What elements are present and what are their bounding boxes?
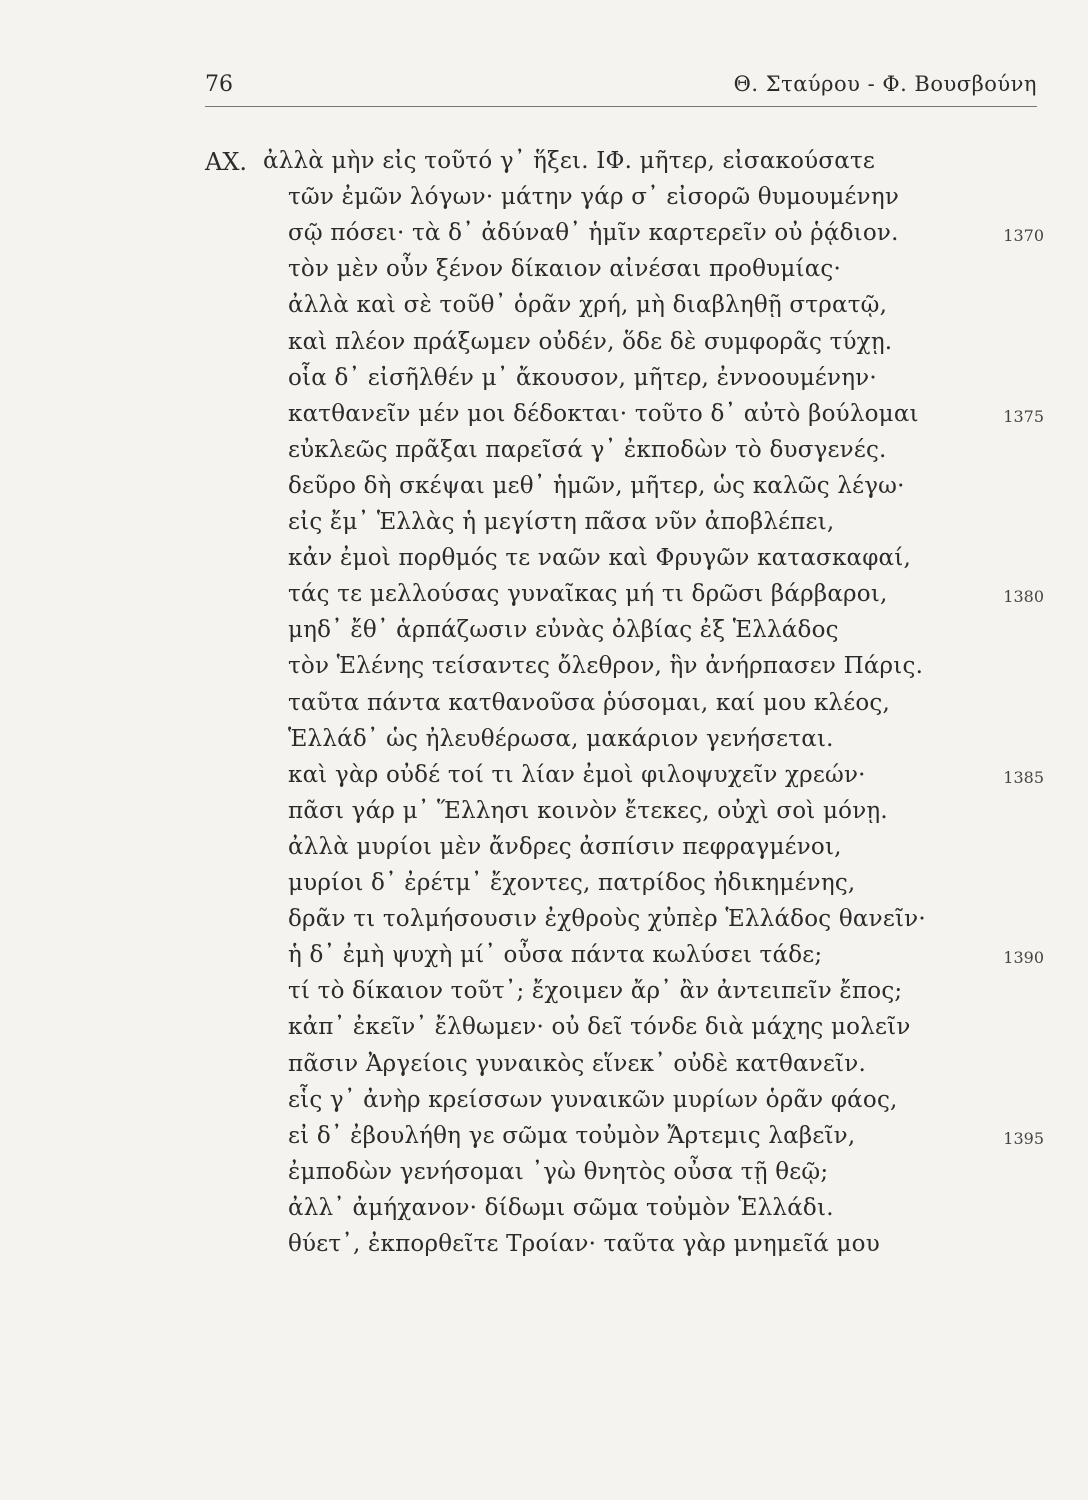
verse-text: ἐμποδὼν γενήσομαι ᾿γὼ θνητὸς οὖσα τῇ θεῷ; [288, 1158, 829, 1185]
running-head: Θ. Σταύρου - Φ. Βουσβούνη [733, 72, 1037, 96]
verse-line [0, 545, 1088, 585]
verse-text: κατθανεῖν μέν μοι δέδοκται· τοῦτο δ᾿ αὐτὸ βούλομαι [288, 400, 919, 427]
verse-text: τὸν Ἑλένης τείσαντες ὄλεθρον, ἣν ἀνήρπασεν Πάρις. [288, 653, 924, 680]
verse-text: θύετ᾿, ἐκπορθεῖτε Τροίαν· ταῦτα γὰρ μνημεῖά μου [288, 1231, 880, 1257]
verse-line [0, 220, 1088, 260]
verse-line [0, 184, 1088, 224]
verse-line [0, 292, 1088, 332]
verse-line [0, 148, 1088, 188]
verse-text: σῷ πόσει· τὰ δ᾿ ἀδύναθ᾿ ἡμῖν καρτερεῖν οὐ ῥᾴδιον. [288, 220, 899, 247]
verse-line [0, 617, 1088, 657]
verse-text: εἰ δ᾿ ἐβουλήθη γε σῶμα τοὐμὸν Ἄρτεμις λαβεῖν, [288, 1122, 856, 1149]
verse-line [0, 942, 1088, 982]
verse-line [0, 1123, 1088, 1163]
line-number: 1380 [1003, 587, 1044, 607]
verse-line [0, 906, 1088, 946]
verse-line [0, 1051, 1088, 1091]
verse-text: εὐκλεῶς πρᾶξαι παρεῖσά γ᾿ ἐκποδὼν τὸ δυσγενές. [288, 436, 887, 463]
verse-text: ἀλλὰ καὶ σὲ τοῦθ᾿ ὁρᾶν χρή, μὴ διαβληθῇ στρατῷ, [288, 292, 888, 319]
verse-line [0, 870, 1088, 910]
verse-text: ἡ δ᾿ ἐμὴ ψυχὴ μί᾿ οὖσα πάντα κωλύσει τάδε; [288, 942, 823, 969]
verse-line [0, 762, 1088, 802]
verse-text: τάς τε μελλούσας γυναῖκας μή τι δρῶσι βάρβαροι, [288, 581, 888, 608]
verse-line [0, 437, 1088, 477]
verse-line [0, 690, 1088, 730]
verse-line [0, 834, 1088, 874]
verse-text: Ἑλλάδ᾿ ὡς ἠλευθέρωσα, μακάριον γενήσεται. [288, 725, 834, 752]
verse-line [0, 1231, 1088, 1271]
page-number: 76 [205, 72, 233, 97]
verse-line [0, 256, 1088, 296]
verse-line [0, 581, 1088, 621]
verse-text: ἀλλὰ μὴν εἰς τοῦτό γ᾿ ἥξει. ΙΦ. μῆτερ, εἰσακούσατε [263, 148, 875, 174]
verse-line [0, 401, 1088, 441]
page-header [205, 72, 1037, 102]
verse-text: πᾶσιν Ἀργείοις γυναικὸς εἵνεκ᾿ οὐδὲ κατθανεῖν. [288, 1050, 866, 1077]
verse-text: καὶ γὰρ οὐδέ τοί τι λίαν ἐμοὶ φιλοψυχεῖν χρεών· [288, 761, 866, 788]
verse-text: ταῦτα πάντα κατθανοῦσα ῥύσομαι, καί μου κλέος, [288, 689, 890, 716]
verse-text: τῶν ἐμῶν λόγων· μάτην γάρ σ᾿ εἰσορῶ θυμουμένην [288, 184, 900, 211]
verse-text: εἰς ἔμ᾿ Ἑλλὰς ἡ μεγίστη πᾶσα νῦν ἀποβλέπει, [288, 509, 835, 535]
verse-line [0, 1087, 1088, 1127]
verse-text: ἀλλὰ μυρίοι μὲν ἄνδρες ἀσπίσιν πεφραγμένοι, [288, 833, 842, 860]
verse-line [0, 509, 1088, 549]
verse-text: ἀλλ᾿ ἀμήχανον· δίδωμι σῶμα τοὐμὸν Ἑλλάδι. [288, 1194, 834, 1221]
verse-line [0, 1014, 1088, 1054]
verse-text: κἀπ᾿ ἐκεῖν᾿ ἔλθωμεν· οὐ δεῖ τόνδε διὰ μάχης μολεῖν [288, 1014, 911, 1041]
verse-line [0, 329, 1088, 369]
verse-text: μηδ᾿ ἔθ᾿ ἁρπάζωσιν εὐνὰς ὀλβίας ἐξ Ἑλλάδος [288, 617, 839, 644]
verse-line [0, 473, 1088, 513]
verse-line [0, 978, 1088, 1018]
verse-text: πᾶσι γάρ μ᾿ Ἕλλησι κοινὸν ἔτεκες, οὐχὶ σοὶ μόνῃ. [288, 797, 888, 824]
verse-line [0, 726, 1088, 766]
line-number: 1370 [1003, 226, 1044, 246]
verse-line [0, 1195, 1088, 1235]
verse-line [0, 798, 1088, 838]
verse-line [0, 1159, 1088, 1199]
verse-text: εἷς γ᾿ ἀνὴρ κρείσσων γυναικῶν μυρίων ὁρᾶν φάος, [288, 1086, 898, 1113]
line-number: 1395 [1003, 1128, 1044, 1148]
verse-line [0, 365, 1088, 405]
verse-text: κἀν ἐμοὶ πορθμός τε ναῶν καὶ Φρυγῶν κατασκαφαί, [288, 545, 912, 572]
line-number: 1375 [1003, 406, 1044, 426]
verse-text: τί τὸ δίκαιον τοῦτ᾿; ἔχοιμεν ἄρ᾿ ἂν ἀντειπεῖν ἔπος; [288, 978, 903, 1005]
verse-text: καὶ πλέον πράξωμεν οὐδέν, ὅδε δὲ συμφορᾶς τύχῃ. [288, 328, 893, 355]
verse-text: τὸν μὲν οὖν ξένον δίκαιον αἰνέσαι προθυμίας· [288, 256, 842, 283]
line-number: 1385 [1003, 767, 1044, 787]
speaker-label: ΑΧ. [205, 148, 248, 176]
header-rule [205, 106, 1037, 107]
line-number: 1390 [1003, 948, 1044, 968]
verse-text: δρᾶν τι τολμήσουσιν ἐχθροὺς χὐπὲρ Ἑλλάδος θανεῖν· [288, 906, 926, 933]
verse-text: οἷα δ᾿ εἰσῆλθέν μ᾿ ἄκουσον, μῆτερ, ἐννοουμένην· [288, 364, 877, 391]
verse-text: δεῦρο δὴ σκέψαι μεθ᾿ ἡμῶν, μῆτερ, ὡς καλῶς λέγω· [288, 472, 905, 499]
verse-text: μυρίοι δ᾿ ἐρέτμ᾿ ἔχοντες, πατρίδος ἠδικημένης, [288, 870, 856, 896]
verse-line [0, 653, 1088, 693]
